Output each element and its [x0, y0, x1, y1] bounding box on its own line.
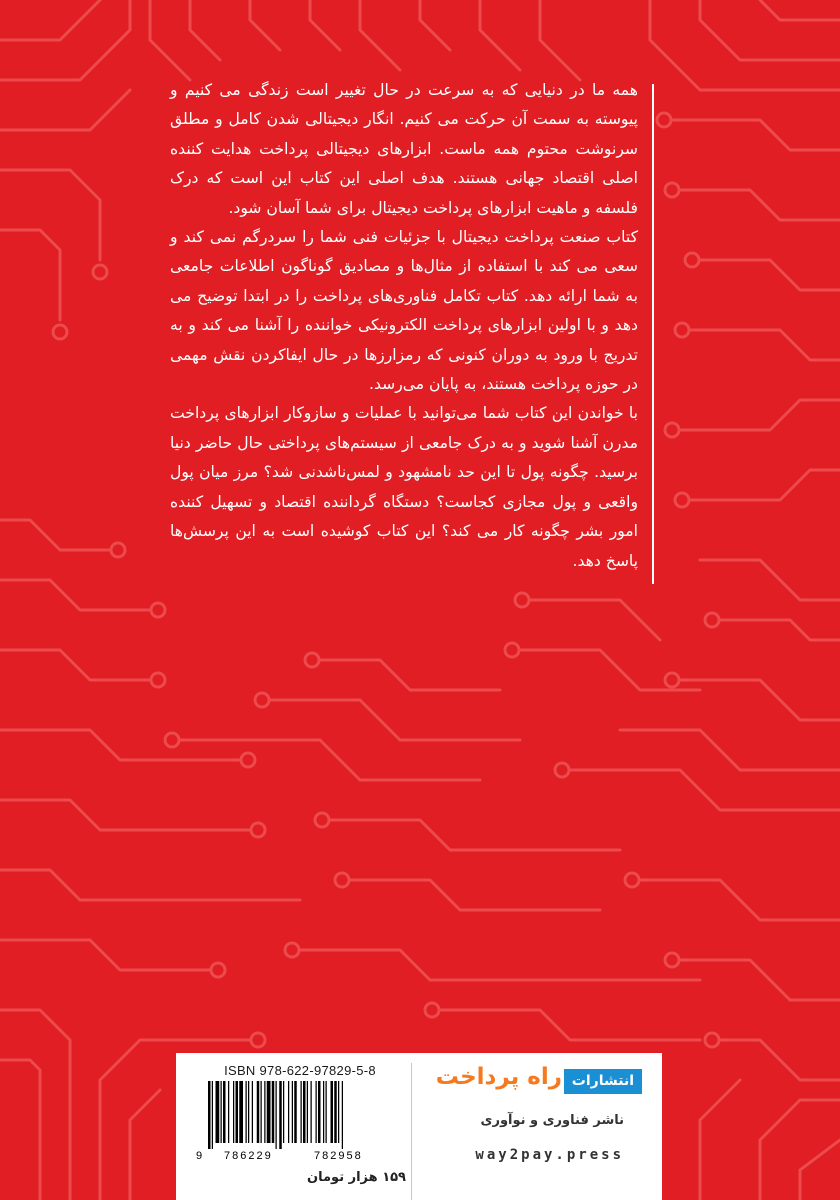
blurb-divider-line — [652, 84, 654, 584]
barcode-bar — [261, 1081, 262, 1143]
barcode-bar — [323, 1081, 324, 1143]
barcode-bar — [246, 1081, 247, 1143]
isbn-number: ISBN 978-622-97829-5-8 — [224, 1063, 376, 1078]
barcode-bar — [292, 1081, 293, 1143]
barcode-bar — [264, 1081, 265, 1143]
publisher-tagline: ناشر فناوری و نوآوری — [480, 1113, 624, 1128]
barcode-bar — [212, 1081, 213, 1149]
publisher-name: راه پرداخت — [435, 1064, 562, 1090]
price-label: ۱۵۹ هزار تومان — [307, 1170, 406, 1185]
blurb-paragraph: با خواندن این کتاب شما می‌توانید با عملیات و سازوکار ابزارهای پرداخت مدرن آشنا شوید و به درک جامعی از سیستم‌های پرداختی حال حاضر دنیا برسید. چگونه پول تا این حد نامشهود و لمس‌ناشدنی شد؟ مرز میان پول واقعی و پول مجازی کجاست؟ دستگاه گرداننده اقتصاد و تسهیل کننده امور بشر چگونه کار می کند؟ این کتاب کوشیده است به این پرسش‌ها پاسخ دهد. — [170, 404, 638, 570]
barcode-bar — [338, 1081, 339, 1143]
barcode-bar — [257, 1081, 260, 1143]
footer-separator — [411, 1063, 412, 1200]
barcode-left-digit: 9 — [196, 1150, 203, 1162]
barcode-bar — [252, 1081, 253, 1143]
barcode-bar — [276, 1081, 277, 1149]
barcode-bar — [208, 1081, 211, 1149]
barcode-bar — [248, 1081, 249, 1143]
barcode-bar — [294, 1081, 297, 1143]
barcode-bar — [239, 1081, 243, 1143]
barcode-bar — [283, 1081, 284, 1143]
barcode-bar — [301, 1081, 302, 1143]
book-blurb — [170, 76, 638, 576]
publisher-website: way2pay.press — [475, 1147, 624, 1163]
publisher-logo — [434, 1063, 642, 1107]
barcode-bar — [311, 1081, 312, 1143]
barcode-bar — [307, 1081, 308, 1143]
barcode-bar — [279, 1081, 282, 1149]
barcode-bar — [236, 1081, 239, 1143]
barcode-bar — [233, 1081, 234, 1143]
barcode-bar — [303, 1081, 306, 1143]
isbn-barcode — [194, 1081, 406, 1163]
barcode-bar — [216, 1081, 220, 1143]
back-cover-footer-panel — [176, 1053, 662, 1200]
barcode-bar — [223, 1081, 226, 1143]
barcode-bar — [267, 1081, 271, 1143]
barcode-bar — [331, 1081, 334, 1143]
barcode-bar — [221, 1081, 222, 1143]
barcode-bar — [272, 1081, 275, 1143]
barcode-bar — [288, 1081, 289, 1143]
barcode-bar — [342, 1081, 343, 1149]
barcode-digits-group2: 782958 — [314, 1150, 363, 1162]
blurb-paragraph: همه ما در دنیایی که به سرعت در حال تغییر است زندگی می کنیم و پیوسته به سمت آن حرکت می کنیم. انگار دیجیتالی شدن کامل و مطلق سرنوشت محتوم همه ماست. ابزارهای دیجیتالی پرداخت هدایت کننده اصلی اقتصاد جهانی هستند. هدف اصلی این کتاب این است که درک فلسفه و ماهیت ابزارهای پرداخت دیجیتال برای شما آسان شود. — [170, 81, 638, 217]
barcode-bar — [334, 1081, 337, 1143]
barcode-bar — [318, 1081, 321, 1143]
blurb-paragraph: کتاب صنعت پرداخت دیجیتال با جزئیات فنی شما را سردرگم نمی کند و سعی می کند با استفاده از مثال‌ها و مصادیق گوناگون اطلاعات جامعی به شما ارائه دهد. کتاب تکامل فناوری‌های پرداخت را در ابتدا توضیح می دهد و با اولین ابزارهای پرداخت الکترونیکی خواننده را آشنا می کند و به تدریج با ورود به دوران کنونی که رمزارزها در حال ایفاکردن نقش مهمی در حوزه پرداخت هستند، به پایان می‌رسد. — [170, 228, 638, 394]
barcode-bar — [228, 1081, 229, 1143]
publisher-label: انتشارات — [564, 1069, 642, 1094]
barcode-bar — [326, 1081, 327, 1143]
barcode-bar — [316, 1081, 317, 1143]
barcode-digits-group1: 786229 — [224, 1150, 273, 1162]
